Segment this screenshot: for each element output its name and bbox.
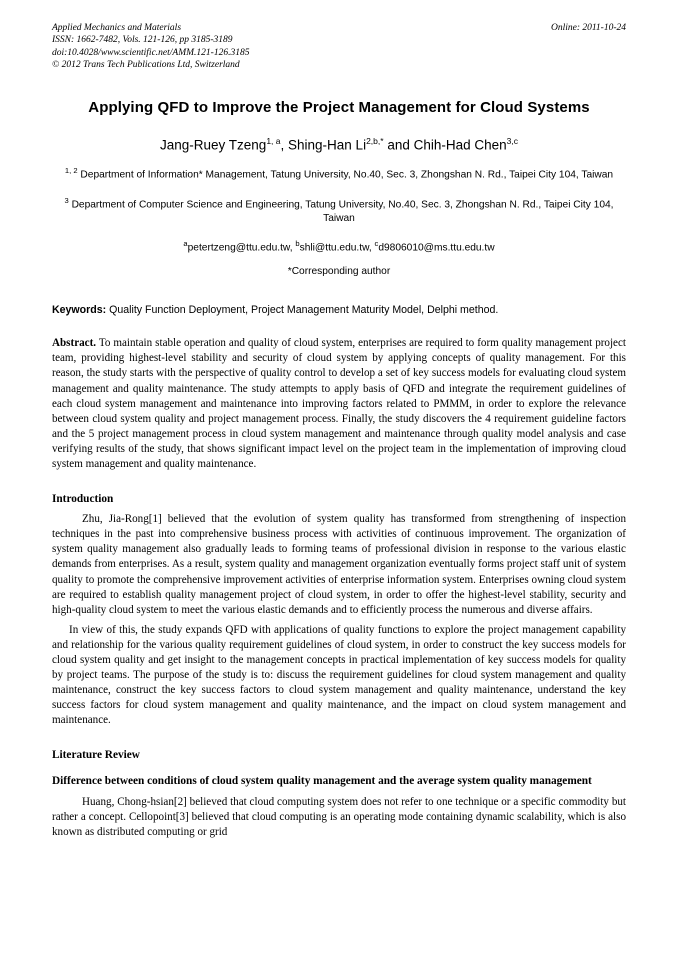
abstract-text: To maintain stable operation and quality of cloud system, enterprises are required to form quality management project team, providing highest-level stability and security of cloud system by applying concepts of quality management. For this reason, the study starts with the perspective of quality control to develop a set of key success models for evaluating cloud system management and quality maintenance. The study attempts to apply basis of QFD and integrate the requirement guidelines of each cloud system management and maintenance into improving factors related to PMMM, in order to explore the relevance between cloud system quality and project management process. Finally, the study discovers the 4 requirement guideline factors and the 5 project management process in cloud system management and maintenance through quality model analysis and case verifying results of the study, that shows significant impact level on the project team in the implementation of improving cloud system management and quality maintenance. (52, 337, 626, 471)
subsection-heading-difference: Difference between conditions of cloud system quality management and the average system quality management (52, 775, 592, 788)
author-2-sup: 2,b,* (366, 135, 384, 146)
affiliation-2 (52, 194, 626, 226)
corresponding-author-note: *Corresponding author (287, 266, 391, 278)
page-header (52, 22, 626, 72)
author-1-sup: 1, a (266, 135, 281, 146)
intro-paragraph-2: In view of this, the study expands QFD with applications of quality functions to explore the project management capability and relationship for the various quality requirement guidelines of cloud system, in order to construct the key success models for cloud system quality and get insight to the management concepts in practical implementation of key success models for quality by project teams. The purpose of the study is to: discuss the requirement guidelines for cloud system management and quality maintenance, construct the key success factors to cloud system management and quality maintenance, understand the key success factors for cloud system management and quality maintenance, and the impact on cloud system management and maintenance. (52, 623, 626, 727)
section-heading-literature-review: Literature Review (52, 749, 140, 762)
section-heading-introduction: Introduction (52, 493, 114, 506)
intro-paragraph-1: Zhu, Jia-Rong[1] believed that the evolution of system quality has transformed from strengthening of inspection techniques in the past into comprehensive business process with activities of continuous improvement. The organization of system quality management also gradually leads to forming teams of professional division in response to the various elastic demands from enterprises. As a result, system quality and management organization eventually forms project staff unit of system quality to promote the comprehensive improvement activities of enterprise information system. Enterprises owning cloud system are required to establish quality management project of cloud system, in order to offer the highest-level stability, security and high-quality cloud system to meet the various elastic demands and to efficiently process the numerous and diverse affairs. (52, 513, 626, 616)
author-2-name: Shing-Han Li (288, 137, 367, 153)
author-separator-1: , (280, 137, 289, 153)
abstract-label: Abstract. (52, 337, 97, 350)
keywords-label: Keywords: (52, 304, 107, 317)
email-b-sup: b (295, 238, 300, 248)
email-b[interactable]: shli@ttu.edu.tw, (299, 242, 375, 254)
keywords-text: Quality Function Deployment, Project Management Maturity Model, Delphi method. (106, 304, 499, 317)
keywords-line (52, 303, 626, 317)
difference-paragraph-1: Huang, Chong-hsian[2] believed that cloud computing system does not refer to one technique or a specific commodity but rather a concept. Cellopoint[3] believed that cloud computing is an operating mode containing dynamic scalability, which is also known as distributed computing or grid (52, 795, 626, 838)
author-separator-2: and (383, 137, 414, 153)
author-3-name: Chih-Had Chen (413, 137, 507, 153)
affiliation-1-text: Department of Information* Management, Tatung University, No.40, Sec. 3, Zhongshan N. Rd., Taipei City 104, Taiwan (80, 169, 614, 181)
affiliation-2-text: Department of Computer Science and Engineering, Tatung University, No.40, Sec. 3, Zhongshan N. Rd., Taipei City 104, Taiwan (71, 198, 614, 224)
page-title: Applying QFD to Improve the Project Management for Cloud Systems (88, 98, 590, 116)
affiliation-1-sup: 1, 2 (64, 166, 78, 176)
journal-name: Applied Mechanics and Materials (52, 23, 182, 33)
copyright-line: © 2012 Trans Tech Publications Ltd, Switzerland (52, 60, 240, 71)
header-left-block (52, 22, 454, 72)
abstract-paragraph (52, 336, 626, 472)
doi-line: doi:10.4028/www.scientific.net/AMM.121-126.3185 (52, 47, 250, 58)
issn-line: ISSN: 1662-7482, Vols. 121-126, pp 3185-3189 (52, 35, 233, 46)
affiliation-2-sup: 3 (64, 195, 69, 205)
author-emails (52, 239, 626, 253)
author-list (52, 136, 626, 153)
email-c-sup: c (374, 238, 379, 248)
email-a[interactable]: petertzeng@ttu.edu.tw, (187, 242, 296, 254)
email-a-sup: a (183, 238, 188, 248)
author-1-name: Jang-Ruey Tzeng (160, 137, 267, 153)
author-3-sup: 3,c (506, 135, 518, 146)
affiliation-1 (52, 164, 626, 182)
online-date: Online: 2011-10-24 (550, 23, 626, 33)
email-c[interactable]: d9806010@ms.ttu.edu.tw (378, 242, 495, 254)
